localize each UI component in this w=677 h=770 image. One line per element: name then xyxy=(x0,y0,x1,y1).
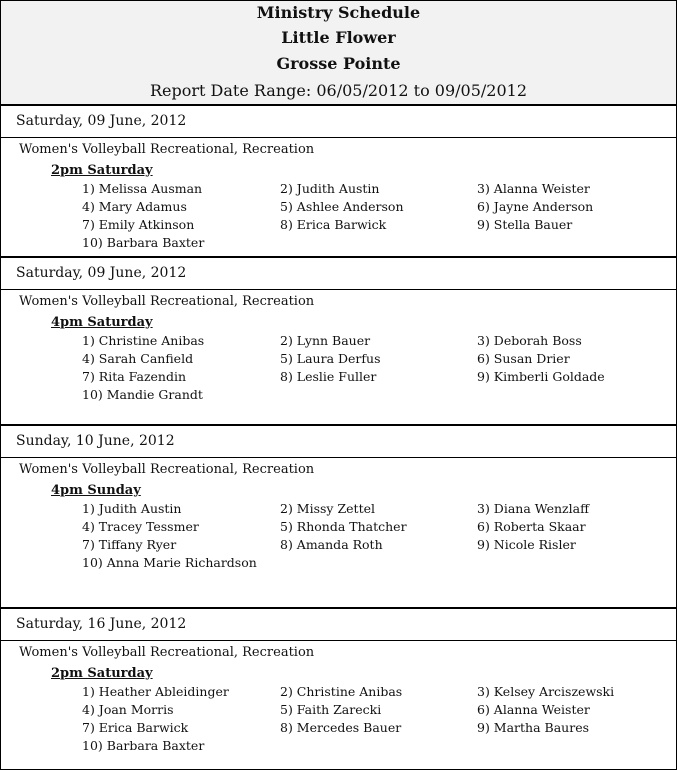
person-entry: 1) Heather Ableidinger xyxy=(82,684,229,699)
time-label: 2pm Saturday xyxy=(51,666,153,681)
ministry-name: Women's Volleyball Recreational, Recreation xyxy=(19,294,315,309)
schedule-sections xyxy=(1,106,676,769)
person-entry: 6) Roberta Skaar xyxy=(477,519,586,534)
person-entry: 6) Alanna Weister xyxy=(477,702,590,717)
person-entry: 4) Tracey Tessmer xyxy=(82,519,199,534)
person-entry: 4) Joan Morris xyxy=(82,702,174,717)
person-entry: 10) Barbara Baxter xyxy=(82,235,205,250)
schedule-section xyxy=(1,258,676,426)
person-entry: 8) Amanda Roth xyxy=(280,537,383,552)
city-name: Grosse Pointe xyxy=(276,54,401,73)
person-entry: 4) Sarah Canfield xyxy=(82,351,194,366)
schedule-section xyxy=(1,106,676,258)
section-date: Saturday, 16 June, 2012 xyxy=(1,609,676,641)
person-entry: 7) Erica Barwick xyxy=(82,720,189,735)
person-entry: 8) Leslie Fuller xyxy=(280,369,377,384)
ministry-name: Women's Volleyball Recreational, Recreation xyxy=(19,462,315,477)
person-entry: 9) Nicole Risler xyxy=(477,537,576,552)
schedule-section xyxy=(1,609,676,769)
time-label: 4pm Sunday xyxy=(51,483,141,498)
person-entry: 4) Mary Adamus xyxy=(82,199,187,214)
section-date: Sunday, 10 June, 2012 xyxy=(1,426,676,458)
time-label: 2pm Saturday xyxy=(51,163,153,178)
person-entry: 7) Tiffany Ryer xyxy=(82,537,177,552)
person-entry: 1) Judith Austin xyxy=(82,501,182,516)
ministry-name: Women's Volleyball Recreational, Recreation xyxy=(19,142,315,157)
person-entry: 3) Kelsey Arciszewski xyxy=(477,684,615,699)
person-entry: 9) Martha Baures xyxy=(477,720,590,735)
person-entry: 5) Ashlee Anderson xyxy=(280,199,404,214)
person-entry: 7) Emily Atkinson xyxy=(82,217,195,232)
section-date: Saturday, 09 June, 2012 xyxy=(1,106,676,138)
person-entry: 5) Rhonda Thatcher xyxy=(280,519,407,534)
person-entry: 5) Laura Derfus xyxy=(280,351,381,366)
person-entry: 10) Mandie Grandt xyxy=(82,387,203,402)
person-entry: 9) Kimberli Goldade xyxy=(477,369,605,384)
schedule-section xyxy=(1,426,676,609)
person-entry: 3) Deborah Boss xyxy=(477,333,582,348)
person-entry: 7) Rita Fazendin xyxy=(82,369,187,384)
person-entry: 2) Judith Austin xyxy=(280,181,380,196)
person-entry: 3) Diana Wenzlaff xyxy=(477,501,589,516)
ministry-name: Women's Volleyball Recreational, Recreation xyxy=(19,645,315,660)
person-entry: 6) Susan Drier xyxy=(477,351,570,366)
person-entry: 10) Anna Marie Richardson xyxy=(82,555,257,570)
person-entry: 9) Stella Bauer xyxy=(477,217,573,232)
person-entry: 10) Barbara Baxter xyxy=(82,738,205,753)
person-entry: 2) Missy Zettel xyxy=(280,501,375,516)
person-entry: 1) Christine Anibas xyxy=(82,333,205,348)
person-entry: 2) Lynn Bauer xyxy=(280,333,371,348)
parish-name: Little Flower xyxy=(281,28,396,47)
person-entry: 8) Mercedes Bauer xyxy=(280,720,402,735)
person-entry: 5) Faith Zarecki xyxy=(280,702,382,717)
person-entry: 6) Jayne Anderson xyxy=(477,199,594,214)
person-entry: 3) Alanna Weister xyxy=(477,181,590,196)
time-label: 4pm Saturday xyxy=(51,315,153,330)
person-entry: 8) Erica Barwick xyxy=(280,217,387,232)
person-entry: 1) Melissa Ausman xyxy=(82,181,203,196)
section-date: Saturday, 09 June, 2012 xyxy=(1,258,676,290)
report-title: Ministry Schedule xyxy=(256,3,421,22)
report-date-range: Report Date Range: 06/05/2012 to 09/05/2012 xyxy=(149,81,528,100)
report-header xyxy=(1,1,676,106)
person-entry: 2) Christine Anibas xyxy=(280,684,403,699)
